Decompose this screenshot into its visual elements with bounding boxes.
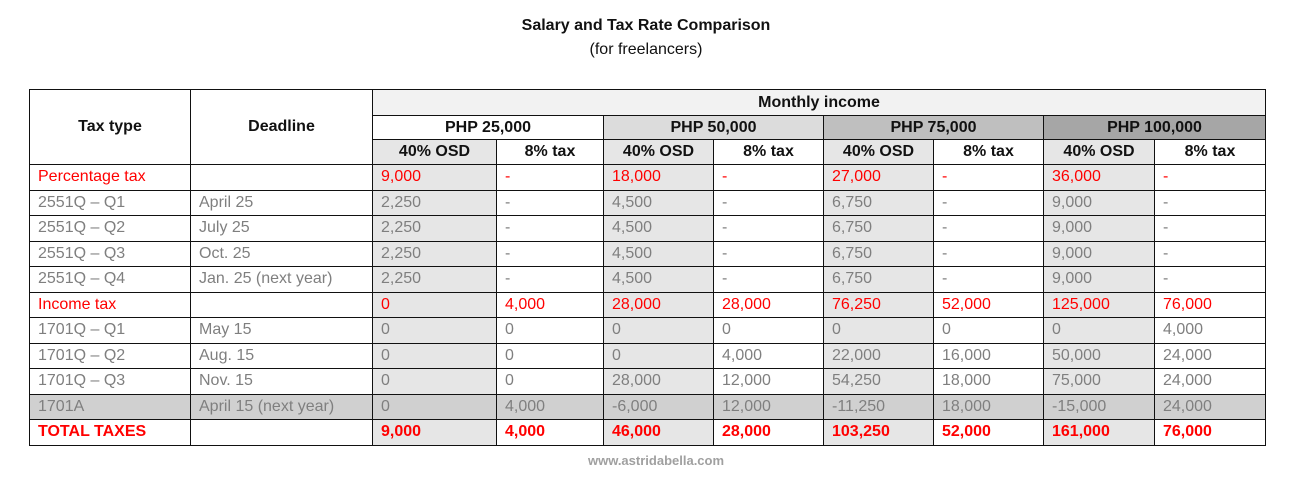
osd-value-cell: 9,000 (373, 165, 497, 191)
flat-tax-value-cell: - (1155, 267, 1266, 293)
tax-type-cell: 2551Q – Q2 (30, 216, 191, 242)
osd-value-cell: 6,750 (824, 267, 934, 293)
flat-tax-value-cell: - (497, 190, 604, 216)
deadline-cell: Jan. 25 (next year) (191, 267, 373, 293)
flat-tax-value-cell: - (714, 165, 824, 191)
osd-value-cell: 0 (373, 318, 497, 344)
subheader-osd: 40% OSD (1044, 140, 1155, 165)
table-body (30, 165, 1266, 446)
flat-tax-value-cell: - (714, 216, 824, 242)
tax-type-cell: 1701A (30, 394, 191, 420)
deadline-cell: May 15 (191, 318, 373, 344)
osd-value-cell: 4,500 (604, 267, 714, 293)
flat-tax-value-cell: 52,000 (934, 292, 1044, 318)
deadline-cell (191, 292, 373, 318)
osd-value-cell: 0 (1044, 318, 1155, 344)
flat-tax-value-cell: 4,000 (497, 394, 604, 420)
flat-tax-value-cell: 52,000 (934, 420, 1044, 446)
page-title: Salary and Tax Rate Comparison (521, 17, 771, 34)
header-deadline: Deadline (191, 90, 373, 165)
subheader-8pct: 8% tax (1155, 140, 1266, 165)
subheader-osd: 40% OSD (604, 140, 714, 165)
deadline-cell (191, 165, 373, 191)
osd-value-cell: 103,250 (824, 420, 934, 446)
osd-value-cell: 0 (373, 292, 497, 318)
header-monthly-income: Monthly income (373, 90, 1266, 116)
deadline-cell: Oct. 25 (191, 241, 373, 267)
deadline-cell: Nov. 15 (191, 369, 373, 395)
osd-value-cell: 125,000 (1044, 292, 1155, 318)
flat-tax-value-cell: 18,000 (934, 369, 1044, 395)
page-subtitle: (for freelancers) (589, 41, 703, 58)
table-row (30, 241, 1266, 267)
flat-tax-value-cell: - (497, 241, 604, 267)
flat-tax-value-cell: 28,000 (714, 420, 824, 446)
osd-value-cell: 4,500 (604, 241, 714, 267)
header-income-50000: PHP 50,000 (604, 116, 824, 140)
flat-tax-value-cell: - (497, 216, 604, 242)
header-tax-type: Tax type (30, 90, 191, 165)
table-row (30, 267, 1266, 293)
tax-type-cell: TOTAL TAXES (30, 420, 191, 446)
website-credit: www.astridabella.com (587, 453, 725, 468)
tax-type-cell: 2551Q – Q1 (30, 190, 191, 216)
osd-value-cell: 9,000 (373, 420, 497, 446)
osd-value-cell: 6,750 (824, 241, 934, 267)
flat-tax-value-cell: 24,000 (1155, 369, 1266, 395)
deadline-cell: July 25 (191, 216, 373, 242)
flat-tax-value-cell: - (1155, 190, 1266, 216)
tax-type-cell: 1701Q – Q3 (30, 369, 191, 395)
tax-type-cell: Percentage tax (30, 165, 191, 191)
flat-tax-value-cell: 16,000 (934, 343, 1044, 369)
flat-tax-value-cell: 4,000 (714, 343, 824, 369)
flat-tax-value-cell: - (497, 165, 604, 191)
osd-value-cell: 0 (373, 394, 497, 420)
table-row (30, 165, 1266, 191)
flat-tax-value-cell: 4,000 (497, 420, 604, 446)
subheader-8pct: 8% tax (497, 140, 604, 165)
flat-tax-value-cell: 4,000 (1155, 318, 1266, 344)
osd-value-cell: 22,000 (824, 343, 934, 369)
tax-type-cell: 1701Q – Q2 (30, 343, 191, 369)
header-income-75000: PHP 75,000 (824, 116, 1044, 140)
osd-value-cell: 0 (604, 318, 714, 344)
flat-tax-value-cell: - (714, 190, 824, 216)
osd-value-cell: 28,000 (604, 292, 714, 318)
osd-value-cell: 2,250 (373, 216, 497, 242)
osd-value-cell: 0 (824, 318, 934, 344)
flat-tax-value-cell: 12,000 (714, 369, 824, 395)
osd-value-cell: -15,000 (1044, 394, 1155, 420)
osd-value-cell: 2,250 (373, 267, 497, 293)
flat-tax-value-cell: 0 (714, 318, 824, 344)
osd-value-cell: 76,250 (824, 292, 934, 318)
tax-comparison-table (29, 89, 1266, 446)
osd-value-cell: 6,750 (824, 216, 934, 242)
deadline-cell: April 15 (next year) (191, 394, 373, 420)
flat-tax-value-cell: 0 (497, 369, 604, 395)
flat-tax-value-cell: - (714, 241, 824, 267)
osd-value-cell: 50,000 (1044, 343, 1155, 369)
osd-value-cell: 0 (373, 343, 497, 369)
tax-type-cell: Income tax (30, 292, 191, 318)
flat-tax-value-cell: 76,000 (1155, 292, 1266, 318)
osd-value-cell: 36,000 (1044, 165, 1155, 191)
flat-tax-value-cell: - (934, 267, 1044, 293)
flat-tax-value-cell: 0 (934, 318, 1044, 344)
flat-tax-value-cell: 28,000 (714, 292, 824, 318)
osd-value-cell: 46,000 (604, 420, 714, 446)
osd-value-cell: 9,000 (1044, 216, 1155, 242)
table-row (30, 292, 1266, 318)
tax-type-cell: 2551Q – Q3 (30, 241, 191, 267)
osd-value-cell: 0 (604, 343, 714, 369)
subheader-osd: 40% OSD (824, 140, 934, 165)
flat-tax-value-cell: 18,000 (934, 394, 1044, 420)
header-income-100000: PHP 100,000 (1044, 116, 1266, 140)
osd-value-cell: 75,000 (1044, 369, 1155, 395)
table-row (30, 369, 1266, 395)
osd-value-cell: 27,000 (824, 165, 934, 191)
deadline-cell: April 25 (191, 190, 373, 216)
osd-value-cell: 9,000 (1044, 267, 1155, 293)
table-row (30, 343, 1266, 369)
osd-value-cell: 54,250 (824, 369, 934, 395)
table-row (30, 420, 1266, 446)
table-row (30, 216, 1266, 242)
flat-tax-value-cell: - (934, 241, 1044, 267)
tax-type-cell: 1701Q – Q1 (30, 318, 191, 344)
flat-tax-value-cell: 24,000 (1155, 394, 1266, 420)
osd-value-cell: -11,250 (824, 394, 934, 420)
table-row (30, 394, 1266, 420)
osd-value-cell: 2,250 (373, 241, 497, 267)
osd-value-cell: 18,000 (604, 165, 714, 191)
flat-tax-value-cell: 4,000 (497, 292, 604, 318)
table-row (30, 318, 1266, 344)
flat-tax-value-cell: 0 (497, 318, 604, 344)
tax-type-cell: 2551Q – Q4 (30, 267, 191, 293)
osd-value-cell: 9,000 (1044, 241, 1155, 267)
subheader-8pct: 8% tax (934, 140, 1044, 165)
flat-tax-value-cell: - (934, 165, 1044, 191)
table-row (30, 190, 1266, 216)
deadline-cell: Aug. 15 (191, 343, 373, 369)
osd-value-cell: 28,000 (604, 369, 714, 395)
osd-value-cell: 161,000 (1044, 420, 1155, 446)
flat-tax-value-cell: - (934, 216, 1044, 242)
flat-tax-value-cell: - (1155, 241, 1266, 267)
flat-tax-value-cell: - (497, 267, 604, 293)
osd-value-cell: -6,000 (604, 394, 714, 420)
flat-tax-value-cell: 0 (497, 343, 604, 369)
flat-tax-value-cell: - (1155, 216, 1266, 242)
header-income-25000: PHP 25,000 (373, 116, 604, 140)
osd-value-cell: 9,000 (1044, 190, 1155, 216)
flat-tax-value-cell: 76,000 (1155, 420, 1266, 446)
osd-value-cell: 6,750 (824, 190, 934, 216)
flat-tax-value-cell: - (714, 267, 824, 293)
flat-tax-value-cell: 12,000 (714, 394, 824, 420)
osd-value-cell: 2,250 (373, 190, 497, 216)
subheader-osd: 40% OSD (373, 140, 497, 165)
subheader-8pct: 8% tax (714, 140, 824, 165)
flat-tax-value-cell: - (934, 190, 1044, 216)
flat-tax-value-cell: - (1155, 165, 1266, 191)
osd-value-cell: 4,500 (604, 190, 714, 216)
osd-value-cell: 4,500 (604, 216, 714, 242)
deadline-cell (191, 420, 373, 446)
flat-tax-value-cell: 24,000 (1155, 343, 1266, 369)
osd-value-cell: 0 (373, 369, 497, 395)
